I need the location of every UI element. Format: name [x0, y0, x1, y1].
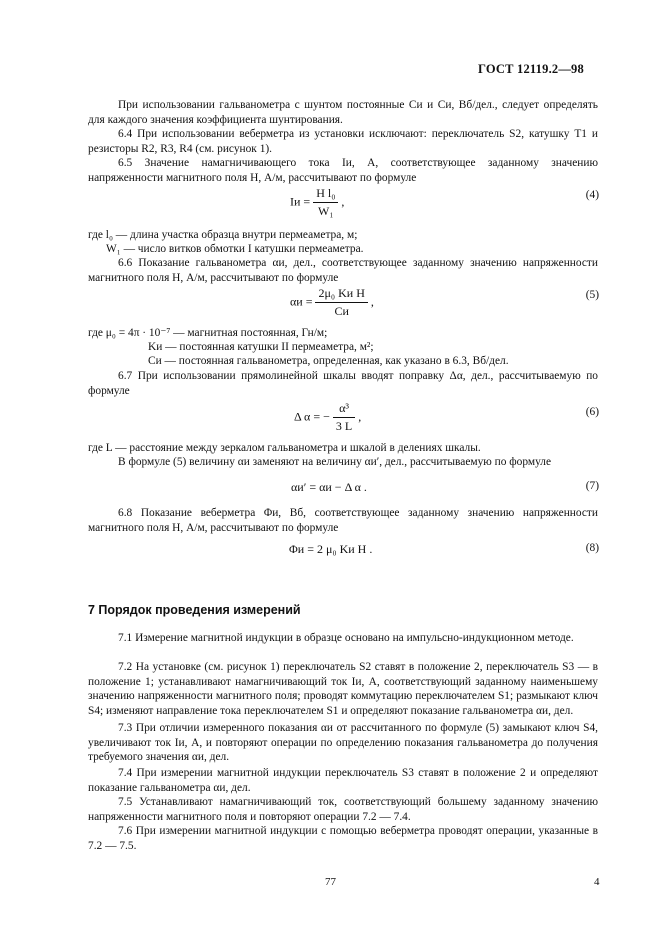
- where-6-line: где L — расстояние между зеркалом гальванометра и шкалой в делениях шкалы.: [88, 442, 481, 454]
- formula-8: Φи = 2 μ₀ Kи H .: [289, 542, 373, 556]
- formula-4-lhs: Iи =: [290, 194, 311, 209]
- formula-6-denominator: 3 L: [335, 419, 353, 433]
- paragraph-6-6: 6.6 Показание гальванометра αи, дел., соответствующее заданному значению напряженности магнитного поля H, А/м, рассчитывают по формуле: [88, 257, 598, 284]
- formula-6-lhs: Δ α = −: [294, 409, 330, 424]
- paragraph-7-6: 7.6 При измерении магнитной индукции с помощью веберметра проводят операции, указанные в 7.2 — 7.5.: [88, 825, 598, 852]
- where-4-line-2: W₁ — число витков обмотки I катушки пермеаметра.: [106, 243, 364, 255]
- equation-number-5: (5): [585, 289, 599, 301]
- paragraph-7-1: 7.1 Измерение магнитной индукции в образце основано на импульсно-индукционном методе.: [118, 632, 574, 644]
- formula-5: [290, 286, 374, 319]
- where-5-line-3: Cи — постоянная гальванометра, определенная, как указано в 6.3, Вб/дел.: [148, 355, 509, 367]
- equation-number-4: (4): [585, 189, 599, 201]
- formula-4: [290, 186, 344, 219]
- section-7-heading: 7 Порядок проведения измерений: [88, 603, 301, 617]
- formula-6: [294, 401, 361, 434]
- paragraph-7-2: 7.2 На установке (см. рисунок 1) переключатель S2 ставят в положение 2, переключатель S3 — в положение 1; устанавливают намагничивающий ток Iи, А, соответствующий заданному наименьшему значению напряженности магнитного поля; проводят коммутацию переключателем S1; размыкают ключ S4; изменяют направление тока переключателем S1 и определяют показание гальванометра αи, дел.: [88, 661, 598, 717]
- formula-5-numerator: 2μ₀ Kи H: [315, 286, 367, 303]
- paragraph-6-5: 6.5 Значение намагничивающего тока Iи, А, соответствующее заданному значению напряженности магнитного поля H, А/м, рассчитывают по формуле: [88, 157, 598, 184]
- formula-6-tail: ,: [358, 409, 362, 424]
- formula-7: αи′ = αи − Δ α .: [291, 480, 367, 494]
- formula-5-tail: ,: [370, 294, 374, 309]
- paragraph-6-7: 6.7 При использовании прямолинейной шкалы вводят поправку Δα, дел., рассчитываемую по формуле: [88, 370, 598, 397]
- formula-5-lhs: αи =: [290, 294, 313, 309]
- equation-number-8: (8): [585, 542, 599, 554]
- where-5-line-2: Kи — постоянная катушки II пермеаметра, м²;: [148, 341, 374, 353]
- paragraph-7-4: 7.4 При измерении магнитной индукции переключатель S3 ставят в положение 2 и определяют показание гальванометра αи, дел.: [88, 767, 598, 794]
- formula-4-tail: ,: [341, 194, 345, 209]
- equation-number-6: (6): [585, 406, 599, 418]
- paragraph-replace: В формуле (5) величину αи заменяют на величину αи′, дел., рассчитываемую по формуле: [118, 456, 552, 468]
- paragraph-6-4: 6.4 При использовании веберметра из установки исключают: переключатель S2, катушку T1 и резисторы R2, R3, R4 (см. рисунок 1).: [88, 128, 598, 155]
- formula-5-denominator: Cи: [334, 304, 349, 318]
- equation-number-7: (7): [585, 480, 599, 492]
- paragraph-7-3: 7.3 При отличии измеренного показания αи от рассчитанного по формуле (5) замыкают ключ S4, увеличивают ток Iи, А, и повторяют операции по определению показания гальванометра до получения требуемого значения αи, дел.: [88, 722, 598, 764]
- paragraph-shunt: При использовании гальванометра с шунтом постоянные Cи и Cи, Вб/дел., следует определять для каждого значения коэффициента шунтирования.: [88, 99, 598, 126]
- sheet-number: 4: [594, 876, 600, 888]
- paragraph-6-8: 6.8 Показание веберметра Φи, Вб, соответствующее заданному значению напряженности магнитного поля H, А/м, рассчитывают по формуле: [88, 507, 598, 534]
- formula-4-numerator: H l₀: [313, 186, 338, 203]
- where-5-line-1: где μ₀ = 4π · 10⁻⁷ — магнитная постоянная, Гн/м;: [88, 327, 328, 339]
- paragraph-7-5: 7.5 Устанавливают намагничивающий ток, соответствующий большему заданному значению напряженности магнитного поля и повторяют операции 7.2 — 7.4.: [88, 796, 598, 823]
- page-number: 77: [325, 876, 336, 888]
- where-4-line-1: где l₀ — длина участка образца внутри пермеаметра, м;: [88, 229, 358, 241]
- formula-4-denominator: W₁: [318, 204, 334, 218]
- standard-number: ГОСТ 12119.2—98: [478, 62, 584, 76]
- formula-6-numerator: α³: [333, 401, 355, 418]
